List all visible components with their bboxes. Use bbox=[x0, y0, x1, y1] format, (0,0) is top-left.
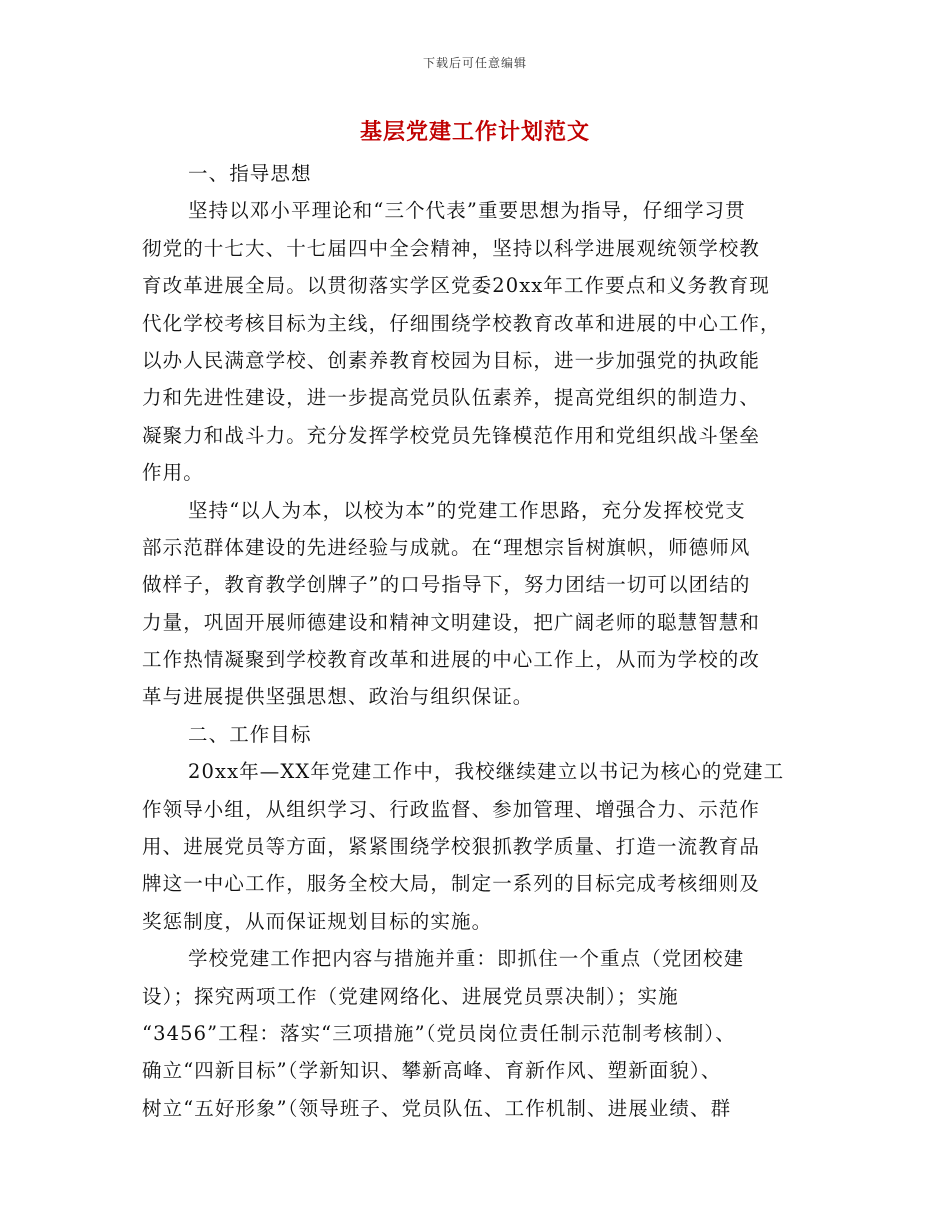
paragraph-line: 设）；探究两项工作（党建网络化、进展党员票决制）；实施 bbox=[142, 984, 679, 1008]
document-body bbox=[142, 155, 808, 1127]
paragraph-line: 坚持“以人为本，以校为本”的党建工作思路，充分发挥校党支 bbox=[188, 498, 746, 522]
paragraph-line: 作领导小组，从组织学习、行政监督、参加管理、增强合力、示范作 bbox=[142, 797, 761, 821]
paragraph-line: 牌这一中心工作，服务全校大局，制定一系列的目标完成考核细则及 bbox=[142, 872, 761, 896]
paragraph-line: 代化学校考核目标为主线，仔细围绕学校教育改革和进展的中心工作， bbox=[142, 311, 781, 335]
paragraph-line: 育改革进展全局。以贯彻落实学区党委20xx年工作要点和义务教育现 bbox=[142, 274, 771, 298]
paragraph-line: 凝聚力和战斗力。充分发挥学校党员先锋模范作用和党组织战斗堡垒 bbox=[142, 423, 761, 447]
paragraph-line: 学校党建工作把内容与措施并重：即抓住一个重点（党团校建 bbox=[188, 947, 745, 971]
paragraph-line: 用、进展党员等方面，紧紧围绕学校狠抓教学质量、打造一流教育品 bbox=[142, 835, 761, 859]
paragraph-line: 力和先进性建设，进一步提高党员队伍素养，提高党组织的制造力、 bbox=[142, 386, 761, 410]
paragraph-line: 树立“五好形象”（领导班子、党员队伍、工作机制、进展业绩、群 bbox=[142, 1096, 732, 1120]
paragraph-line: 彻党的十七大、十七届四中全会精神，坚持以科学进展观统领学校教 bbox=[142, 236, 761, 260]
document-title: 基层党建工作计划范文 bbox=[359, 119, 590, 145]
paragraph-line: 革与进展提供坚强思想、政治与组织保证。 bbox=[142, 685, 534, 709]
paragraph-line: “3456”工程：落实“三项措施”（党员岗位责任制示范制考核制）、 bbox=[142, 1021, 736, 1045]
paragraph-line: 以办人民满意学校、创素养教育校园为目标，进一步加强党的执政能 bbox=[142, 348, 761, 372]
paragraph-line: 作用。 bbox=[142, 461, 204, 485]
paragraph-line: 20xx年—XX年党建工作中，我校继续建立以书记为核心的党建工 bbox=[188, 760, 785, 784]
paragraph-line: 坚持以邓小平理论和“三个代表”重要思想为指导，仔细学习贯 bbox=[188, 199, 746, 223]
paragraph-line: 力量，巩固开展师德建设和精神文明建设，把广阔老师的聪慧智慧和 bbox=[142, 610, 761, 634]
header-note: 下载后可任意编辑 bbox=[422, 56, 527, 70]
paragraph-line: 工作热情凝聚到学校教育改革和进展的中心工作上，从而为学校的改 bbox=[142, 648, 761, 672]
paragraph-line: 部示范群体建设的先进经验与成就。在“理想宗旨树旗帜，师德师风 bbox=[142, 535, 751, 559]
paragraph-line: 奖惩制度，从而保证规划目标的实施。 bbox=[142, 909, 493, 933]
section-heading: 一、指导思想 bbox=[188, 162, 312, 185]
section-heading: 二、工作目标 bbox=[188, 722, 312, 746]
paragraph-line: 确立“四新目标”（学新知识、攀新高峰、育新作风、塑新面貌）、 bbox=[142, 1059, 722, 1083]
paragraph-line: 做样子，教育教学创牌子”的口号指导下，努力团结一切可以团结的 bbox=[142, 573, 751, 597]
